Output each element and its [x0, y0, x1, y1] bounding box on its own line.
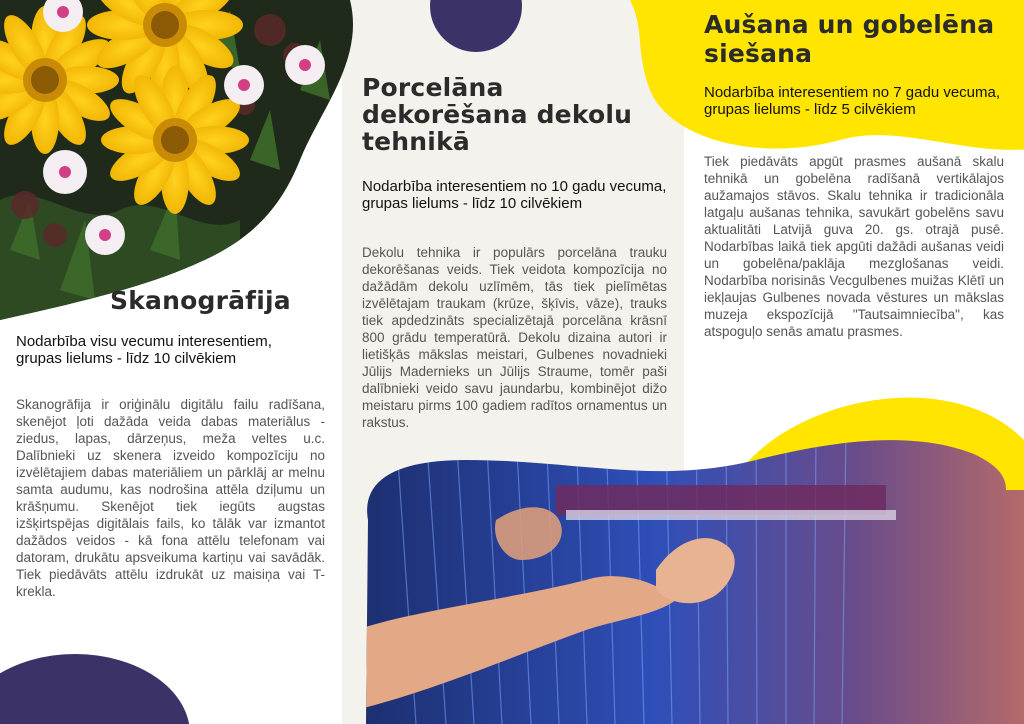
section-title-ausana: Aušana un gobelēna siešana [704, 10, 995, 68]
section-title-porcelana: Porcelāna dekorēšana dekolu tehnikā [362, 73, 633, 156]
section-title-skanografija: Skanogrāfija [110, 286, 291, 315]
flowers-photo [0, 0, 360, 330]
section-body-ausana: Tiek piedāvāts apgūt prasmes aušanā skalu tehnikā un gobelēna radīšanā vertikālajos aužamajos stāvos. Skalu tehnika ir tradicionāla latgaļu aušanas tehnika, savukārt gobelēns savu aktualitāti Latvijā guva 20. gs. otrajā pusē. Nodarbības laikā tiek apgūti dažādi aušanas veidi un gobelēna/paklāja mezglošanas veidi. Nodarbība norisinās Vecgulbenes muižas Klētī un iekļaujas Gulbenes novada vēstures un mākslas muzeja ekspozīcijā "Tautsaimniecība", kas atspoguļo senās amatu prasmes. [704, 154, 1004, 339]
section-body-porcelana: Dekolu tehnika ir populārs porcelāna trauku dekorēšanas veids. Tiek veidota kompozīcija no dažādām dekolu uzlīmēm, tās tiek pielīmētas izvēlētajam traukam (krūze, šķīvis, vāze), trauks tiek apdedzināts specializētajā porcelāna krāsnī 800 grādu temperatūrā. Dekolu dizaina autori ir lietišķās mākslas meistari, Gulbenes novadnieki Jūlijs Madernieks un Jūlijs Straume, tomēr paši dalībnieki veido savu jaundarbu, kombinējot dižo meistaru pirms 100 gadiem radītos ornamentus un rakstus. [362, 245, 667, 430]
section-subtitle-porcelana: Nodarbība interesentiem no 10 gadu vecuma, grupas lielums - līdz 10 cilvēkiem [362, 178, 667, 212]
section-body-skanografija: Skanogrāfija ir oriģinālu digitālu failu radīšana, skenējot ļoti dažāda veida dabas materiālus - ziedus, lapas, dārzeņus, meža veltes u.c. Dalībnieki uz skenera izveido kompozīciju no izvēlētajiem dabas materiāliem un pārklāj ar melnu samta audumu, kas nodrošina attēla dziļumu un krāšņumu. Skenējot tiek iegūts augstas izšķirtspējas digitālais fails, ko tālāk var izmantot dažādos veidos - kā fona attēlu telefonam vai datoram, drukātu apsveikuma kartiņu vai savādāk. Tiek piedāvāts attēlu izdrukāt uz maisiņa vai T-krekla. [16, 397, 325, 599]
section-subtitle-skanografija: Nodarbība visu vecumu interesentiem, grupas lielums - līdz 10 cilvēkiem [16, 333, 272, 367]
section-subtitle-ausana: Nodarbība interesentiem no 7 gadu vecuma, grupas lielums - līdz 5 cilvēkiem [704, 84, 1001, 118]
loom-weaving-photo [356, 430, 1024, 724]
